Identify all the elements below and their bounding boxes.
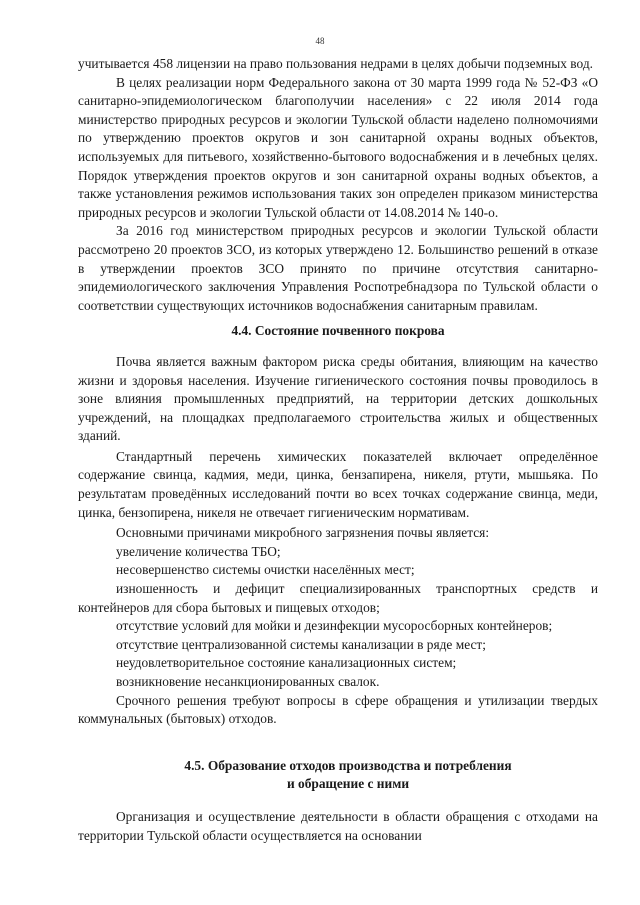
list-item: отсутствие условий для мойки и дезинфекции мусоросборных контейнеров; [116,618,553,634]
page-content [78,55,598,845]
list-item: возникновение несанкционированных свалок. [116,674,380,689]
paragraph-chemical-indicators: Стандартный перечень химических показателей включает определённое содержание свинца, кадмия, меди, цинка, бензапирена, никеля, ртути, мышьяка. По результатам проведённых исследований почти во всех точках содержание свинца, меди, цинка, бензопирена, никеля не отвечает гигиеническим нормативам. [78,448,598,520]
section-heading-waste [78,757,598,794]
paragraph-causes-intro: Основными причинами микробного загрязнения почвы является: [116,525,490,541]
paragraph-waste-organization: Организация и осуществление деятельности в области обращения с отходами на территории Тульской области осуществляется на основании [78,808,598,843]
list-item: отсутствие централизованной системы канализации в ряде мест; [116,636,486,652]
section-heading-waste-line2: и обращение с ними [286,776,410,792]
page-number: 48 [315,36,325,46]
paragraph-waste-urgent: Срочного решения требуют вопросы в сфере обращения и утилизации твердых коммунальных (бытовых) отходов. [78,692,598,727]
section-heading-waste-line1: 4.5. Образование отходов производства и потребления [184,757,512,773]
paragraph-soil-risk: Почва является важным фактором риска среды обитания, влияющим на качество жизни и здоровья населения. Изучение гигиенического состояния почвы проводилось в зоне влияния промышленных предприятий, на территории детских дошкольных учреждений, на площадках предполагаемого строительства жилых и общественных зданий. [78,353,598,444]
list-item: несовершенство системы очистки населённых мест; [116,562,415,578]
list-item: изношенность и дефицит специализированных транспортных средств и контейнеров для сбора бытовых и пищевых отходов; [78,581,598,615]
list-item: увеличение количества ТБО; [116,543,281,559]
paragraph-federal-law: В целях реализации норм Федерального закона от 30 марта 1999 года № 52-ФЗ «О санитарно-эпидемиологическом благополучии населения» с 22 июля 2014 года министерство природных ресурсов и экологии Тульской области наделено полномочиями по утверждению проектов округов и зон санитарной охраны водных объектов, используемых для питьевого, хозяйственно-бытового водоснабжения и в лечебных целях. Порядок утверждения проектов округов и зон санитарной охраны водных объектов, а также установления режимов использования таких зон определен приказом министерства природных ресурсов и экологии Тульской области от 14.08.2014 № 140-о. [78,74,598,220]
list-item: неудовлетворительное состояние канализационных систем; [116,655,457,671]
paragraph-licenses: учитывается 458 лицензии на право пользования недрами в целях добычи подземных вод. [78,56,593,71]
causes-list [78,543,598,692]
paragraph-zso-2016: За 2016 год министерством природных ресурсов и экологии Тульской области рассмотрено 20 проектов ЗСО, из которых утверждено 12. Большинство решений в отказе в утверждении проектов ЗСО принято по причине отсутствия санитарно-эпидемиологического заключения Управления Роспотребнадзора по Тульской области о соответствии существующих источников водоснабжения санитарным правилам. [78,223,598,313]
section-heading-soil: 4.4. Состояние почвенного покрова [231,323,445,339]
